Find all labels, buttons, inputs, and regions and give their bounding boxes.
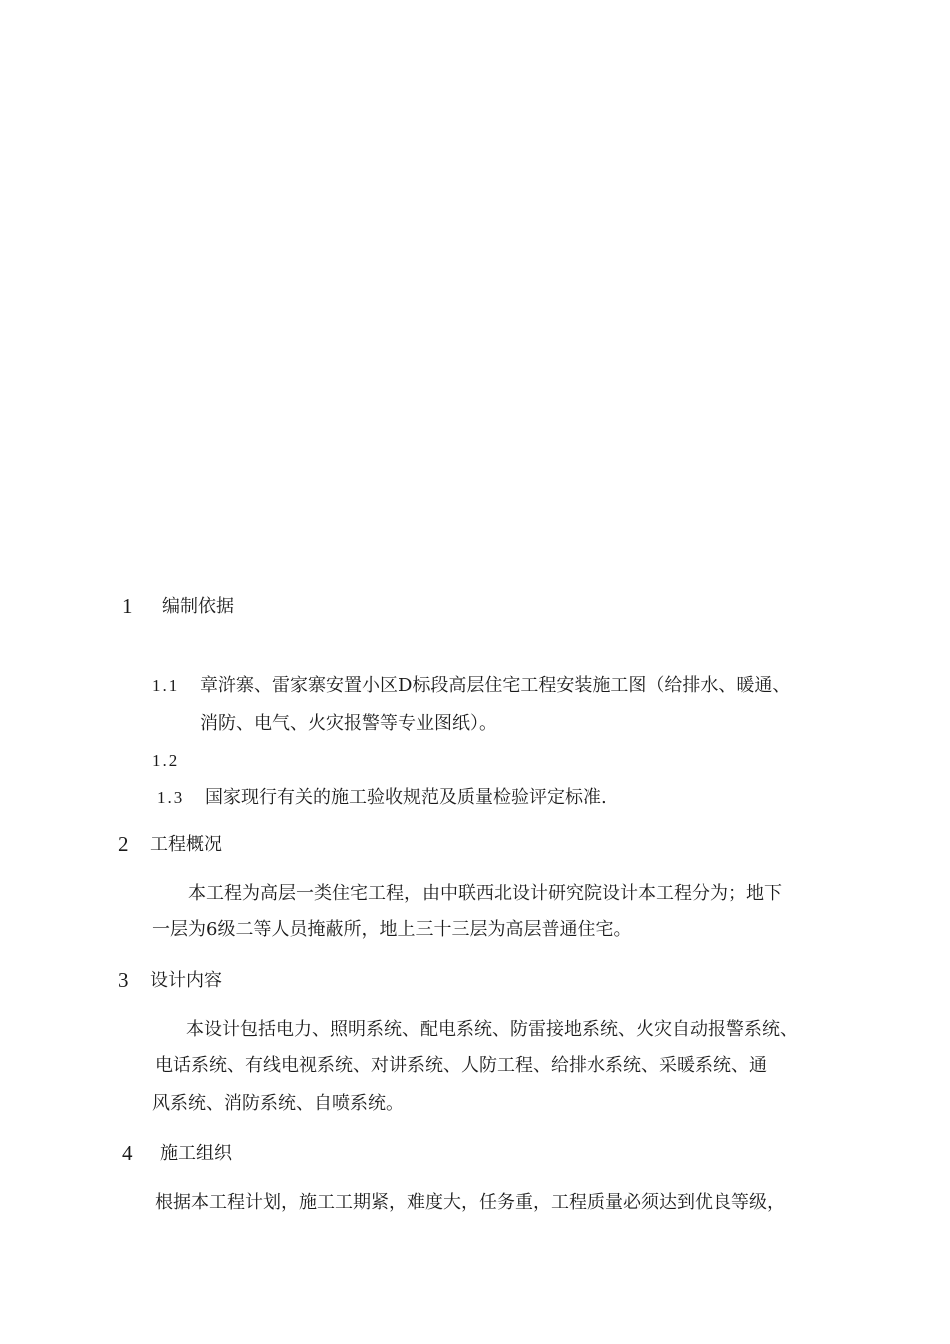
section-4-paragraph-line-1: 根据本工程计划，施工工期紧，难度大，任务重，工程质量必须达到优良等级， bbox=[155, 1192, 785, 1213]
section-2-title: 工程概况 bbox=[150, 834, 222, 855]
item-1-3-number: 1.3 bbox=[157, 788, 185, 807]
section-1-title: 编制依据 bbox=[162, 596, 234, 617]
section-3-title: 设计内容 bbox=[150, 970, 222, 991]
item-1-3-line-1: 国家现行有关的施工验收规范及质量检验评定标准. bbox=[205, 787, 607, 808]
item-1-1-number: 1.1 bbox=[152, 676, 180, 695]
item-1-1-line-1: 章浒寨、雷家寨安置小区D标段高层住宅工程安装施工图（给排水、暖通、 bbox=[200, 675, 791, 696]
item-1-1-line-2: 消防、电气、火灾报警等专业图纸）。 bbox=[200, 713, 497, 734]
section-3-paragraph-line-2: 电话系统、有线电视系统、对讲系统、人防工程、给排水系统、采暖系统、通 bbox=[155, 1055, 767, 1076]
section-3-paragraph-line-3: 风系统、消防系统、自喷系统。 bbox=[152, 1093, 404, 1114]
section-2-number: 2 bbox=[118, 832, 129, 856]
section-3-number: 3 bbox=[118, 968, 129, 992]
section-1-number: 1 bbox=[122, 594, 133, 618]
section-2-paragraph-line-2: 一层为6级二等人员掩蔽所，地上三十三层为高层普通住宅。 bbox=[152, 919, 632, 940]
section-3-paragraph-line-1: 本设计包括电力、照明系统、配电系统、防雷接地系统、火灾自动报警系统、 bbox=[186, 1019, 798, 1040]
section-2-paragraph-line-1: 本工程为高层一类住宅工程，由中联西北设计研究院设计本工程分为；地下 bbox=[188, 883, 782, 904]
item-1-2-number: 1.2 bbox=[152, 751, 180, 770]
section-4-number: 4 bbox=[122, 1141, 133, 1165]
section-4-title: 施工组织 bbox=[160, 1143, 232, 1164]
